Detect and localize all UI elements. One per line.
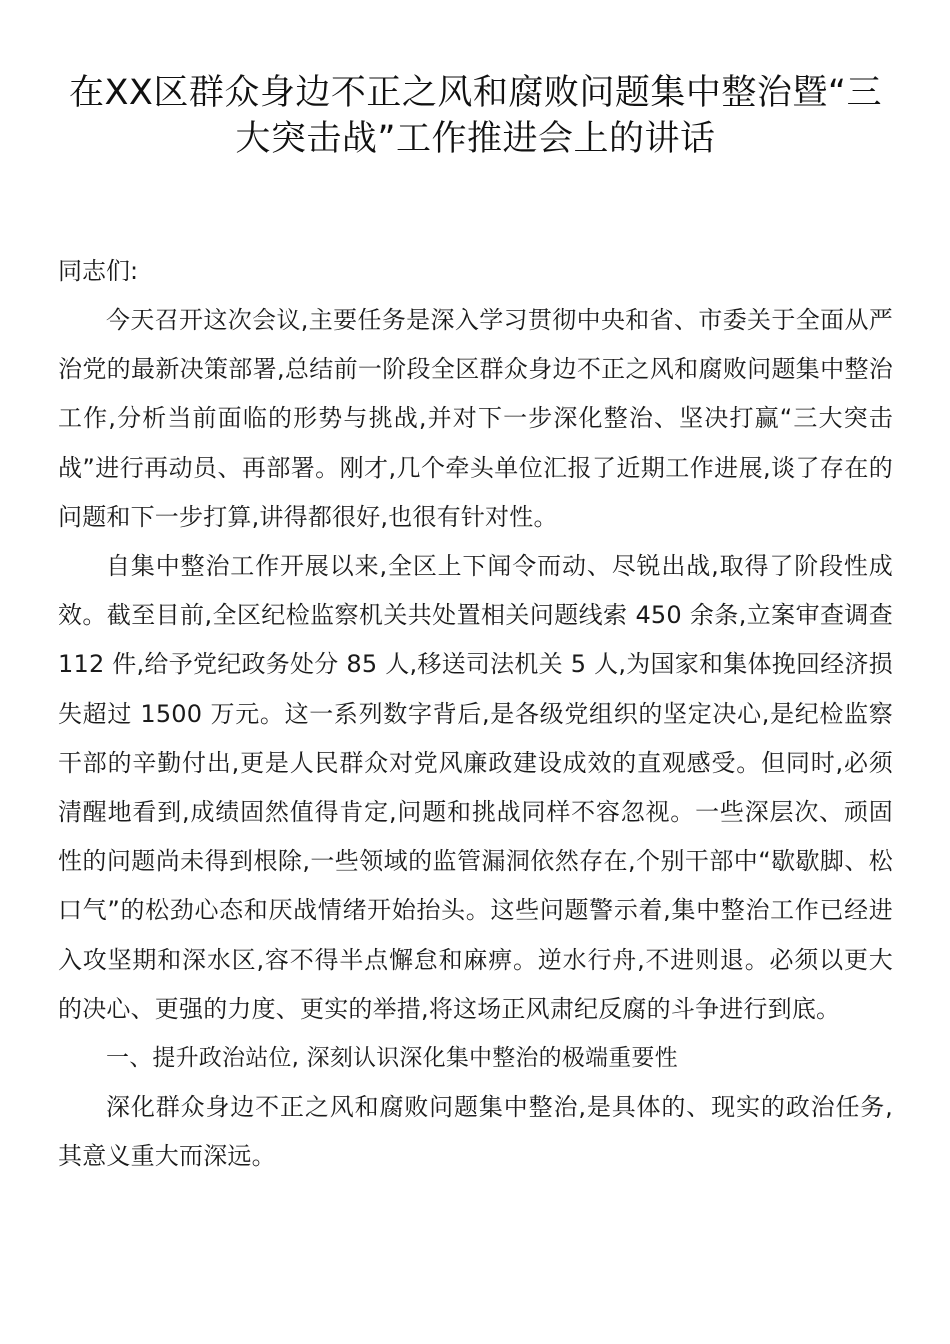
- title-line-1: 在XX区群众身边不正之风和腐败问题集中整治暨“三: [68, 73, 883, 113]
- paragraph-progress: 自集中整治工作开展以来,全区上下闻令而动、尽锐出战,取得了阶段性成效。截至目前,全区纪检监察机关共处置相关问题线索 450 余条,立案审查调查 112 件,给予党纪政务处分 85 人,移送司法机关 5 人,为国家和集体挽回经济损失超过 1500 万元。这一系列数字背后,是各级党组织的坚定决心,是纪检监察干部的辛勤付出,更是人民群众对党风廉政建设成效的直观感受。但同时,必须清醒地看到,成绩固然值得肯定,问题和挑战同样不容忽视。一些深层次、顽固性的问题尚未得到根除,一些领域的监管漏洞依然存在,个别干部中“歇歇脚、松口气”的松劲心态和厌战情绪开始抬头。这些问题警示着,集中整治工作已经进入攻坚期和深水区,容不得半点懈怠和麻痹。逆水行舟,不进则退。必须以更大的决心、更强的力度、更实的举措,将这场正风肃纪反腐的斗争进行到底。: [58, 552, 893, 1023]
- document-title: [58, 70, 893, 162]
- section-paragraph: 深化群众身边不正之风和腐败问题集中整治,是具体的、现实的政治任务,其意义重大而深远。: [58, 1093, 893, 1171]
- title-line-2: 大突击战”工作推进会上的讲话: [235, 119, 716, 159]
- salutation: 同志们:: [58, 257, 139, 285]
- paragraph-intro: 今天召开这次会议,主要任务是深入学习贯彻中央和省、市委关于全面从严治党的最新决策部署,总结前一阶段全区群众身边不正之风和腐败问题集中整治工作,分析当前面临的形势与挑战,并对下一步深化整治、坚决打赢“三大突击战”进行再动员、再部署。刚才,几个牵头单位汇报了近期工作进展,谈了存在的问题和下一步打算,讲得都很好,也很有针对性。: [58, 306, 893, 531]
- section-heading: 一、提升政治站位, 深刻认识深化集中整治的极端重要性: [106, 1045, 678, 1072]
